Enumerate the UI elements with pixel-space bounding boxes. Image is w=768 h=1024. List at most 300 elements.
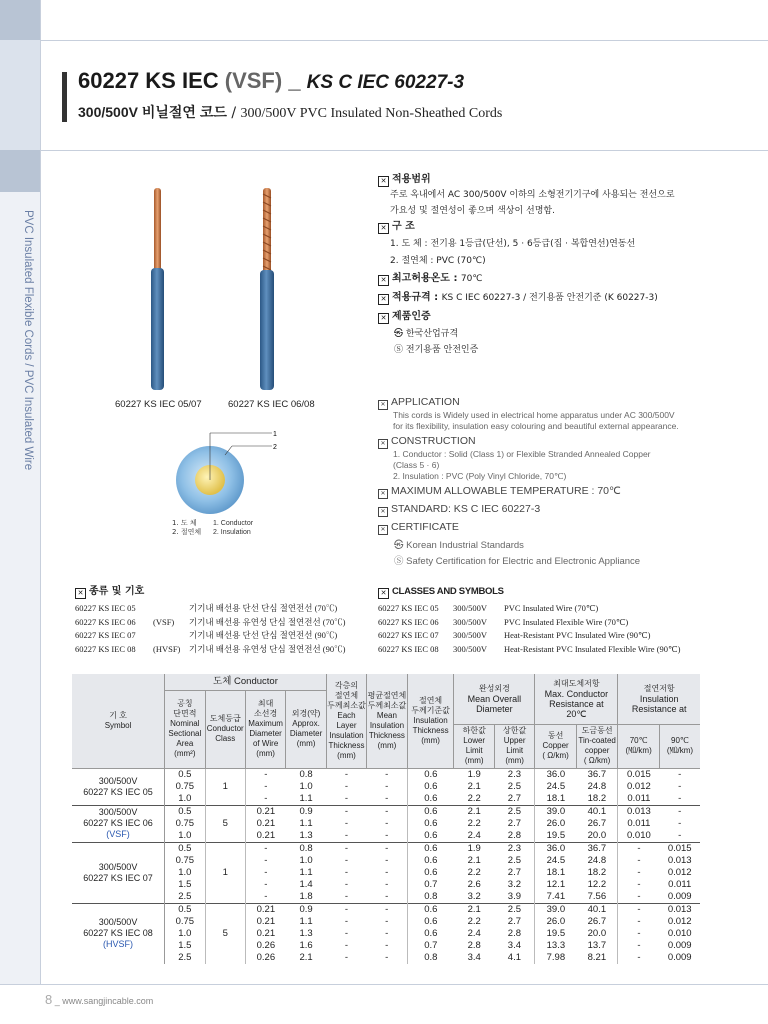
title-accent-bar [62, 72, 67, 122]
table-cell: - [264, 890, 268, 902]
table-cell: 36.0 [535, 842, 577, 855]
table-cell: - [326, 768, 366, 781]
header-70c: 70℃ (㏁/km) [618, 724, 660, 768]
table-cell: 1.8 [299, 890, 313, 902]
construction-heading: CONSTRUCTION [391, 435, 476, 447]
table-cell: 2.4 [467, 829, 481, 841]
list-item: 60227 KS IEC 06 (VSF) 기기내 배선용 유연성 단심 절연전선 (70℃) [75, 616, 346, 627]
table-cell: 36.7 [576, 768, 618, 781]
title-vsf: (VSF) [224, 68, 283, 93]
cable-stranded-image [260, 188, 274, 390]
table-cell: 0.010 [667, 927, 692, 939]
header-each-layer: 각층의 절연체 두께최소값 Each Layer Insulation Thickness (mm) [326, 674, 366, 768]
class-cell [205, 855, 245, 867]
table-cell: 2.4 [467, 927, 481, 939]
header-symbol: 기 호 Symbol [72, 674, 165, 768]
header-insulation-thickness: 절연체 두께기준값 Insulation Thickness (mm) [407, 674, 454, 768]
spec-structure-line2: 2. 절연체 : PVC (70℃) [390, 256, 486, 266]
title-standard: KS C IEC 60227-3 [306, 72, 465, 93]
bullet-icon: ✕ [378, 313, 389, 324]
table-cell: - [678, 792, 682, 804]
table-cell: 0.013 [667, 854, 692, 866]
subtitle-separator: / [226, 105, 241, 121]
table-cell: 2.8 [494, 928, 534, 940]
table-cell: 0.6 [424, 792, 438, 804]
table-cell: 0.6 [424, 854, 438, 866]
table-row [72, 940, 700, 952]
spec-scope-line1: 주로 옥내에서 AC 300/500V 이하의 소형전기기구에 사용되는 전선으로 [390, 190, 675, 200]
table-cell: 19.5 [546, 829, 566, 841]
class-cell: 5 [205, 928, 245, 940]
table-cell: 0.6 [407, 903, 454, 916]
table-cell: 2.8 [467, 939, 481, 951]
table-cell: 8.21 [576, 952, 618, 964]
table-row [72, 818, 700, 830]
table-cell: - [264, 854, 268, 866]
table-row [72, 952, 700, 964]
table-row [72, 842, 700, 855]
header-90c: 90℃ (㏁/km) [659, 724, 700, 768]
spec-korean [378, 174, 758, 356]
table-row [72, 781, 700, 793]
table-cell: - [344, 927, 349, 939]
table-cell: 1.5 [165, 879, 205, 891]
spec-standard-value: KS C IEC 60227-3 / 전기용품 안전기준 (K 60227-3) [441, 293, 658, 303]
legend-en-conductor: 1. Conductor [213, 520, 254, 527]
classes-en-heading-row [378, 586, 504, 599]
table-cell: 40.1 [576, 903, 618, 916]
table-row [72, 805, 700, 818]
table-cell: 0.011 [627, 792, 651, 804]
table-cell: 0.013 [618, 805, 660, 818]
sidebar-band-lower [0, 150, 40, 192]
construction-line1: 1. Conductor : Solid (Class 1) or Flexible Stranded Annealed Copper [393, 449, 651, 459]
table-cell: 1.4 [299, 878, 313, 890]
standard-text: STANDARD: KS C IEC 60227-3 [391, 503, 541, 515]
table-cell: 0.8 [286, 768, 326, 781]
spec-standard-heading: 적용규격 : [392, 292, 442, 303]
table-cell: 2.2 [467, 817, 481, 829]
table-cell: 0.013 [659, 903, 700, 916]
table-cell: 2.5 [494, 781, 534, 793]
table-cell: - [264, 780, 268, 792]
table-cell: - [637, 890, 641, 902]
table-cell: - [618, 903, 660, 916]
table-cell: 2.5 [494, 855, 534, 867]
table-row [72, 916, 700, 928]
table-cell: - [245, 768, 285, 781]
symbol-cell: 300/500V 60227 KS IEC 05 [72, 768, 165, 805]
table-cell: - [344, 866, 349, 878]
header-upper-limit: 상한값 Upper Limit (mm) [494, 724, 534, 768]
header-area: 공칭 단면적 Nominal Sectional Area (mm²) [165, 690, 205, 768]
table-cell: - [659, 768, 700, 781]
table-cell: - [367, 768, 407, 781]
header-tin-copper: 도금동선 Tin-coated copper ( Ω/km) [576, 724, 618, 768]
title-main: 60227 KS IEC [78, 68, 225, 93]
table-cell: 0.012 [627, 780, 651, 792]
table-cell: - [264, 866, 268, 878]
header-approx-diameter: 외경(약) Approx. Diameter (mm) [286, 690, 326, 768]
class-cell: 1 [205, 867, 245, 879]
table-cell: 3.2 [494, 879, 534, 891]
table-cell: - [367, 916, 407, 928]
legend-en-insulation: 2. Insulation [213, 529, 251, 536]
class-cell [205, 940, 245, 952]
table-cell: 1.0 [165, 867, 205, 879]
sidebar-band [0, 40, 40, 150]
bullet-icon: ✕ [378, 489, 388, 499]
table-cell: 0.7 [424, 939, 438, 951]
classes-ko-heading-row [75, 586, 144, 599]
table-cell: 2.1 [454, 903, 494, 916]
table-cell: 18.1 [546, 866, 566, 878]
table-cell: - [367, 781, 407, 793]
certificate-heading: CERTIFICATE [391, 521, 459, 533]
table-cell: - [367, 879, 407, 891]
table-cell: 0.75 [165, 781, 205, 793]
table-cell: 19.5 [546, 927, 566, 939]
table-cell: 1.1 [299, 866, 313, 878]
table-cell: 0.6 [407, 842, 454, 855]
cross-section-legend-ko [172, 519, 201, 537]
spec-cert-safety: 전기용품 안전인증 [405, 345, 479, 355]
table-cell: 2.3 [494, 768, 534, 781]
class-cell [205, 830, 245, 843]
header-copper: 동선 Copper ( Ω/km) [535, 724, 577, 768]
table-cell: 2.8 [494, 830, 534, 843]
table-cell: 0.6 [424, 915, 438, 927]
table-cell: 2.7 [494, 818, 534, 830]
table-cell: 24.5 [546, 780, 566, 792]
divider-top [40, 40, 768, 41]
header-max-resistance: 최대도체저항 Max. Conductor Resistance at 20℃ [535, 674, 618, 724]
spec-scope-heading: 적용범위 [392, 174, 431, 185]
table-cell: - [367, 855, 407, 867]
table-cell: - [618, 842, 660, 855]
safety-mark-icon: Ⓢ [394, 556, 404, 567]
table-cell: - [367, 842, 407, 855]
cross-section-legend-en [213, 519, 253, 537]
table-cell: 18.2 [576, 793, 618, 806]
bullet-icon: ✕ [378, 507, 388, 517]
page-footer [45, 992, 153, 1007]
bullet-icon: ✕ [75, 588, 86, 599]
table-cell: 3.2 [467, 890, 481, 902]
list-item: 60227 KS IEC 05 300/500V PVC Insulated Wire (70℃) [378, 603, 599, 613]
class-cell [205, 879, 245, 891]
table-cell: 0.9 [286, 805, 326, 818]
table-cell: 7.41 [546, 890, 566, 902]
table-cell: - [326, 842, 366, 855]
class-cell [205, 793, 245, 806]
class-cell [205, 842, 245, 855]
table-cell: - [678, 780, 682, 792]
table-cell: 3.4 [494, 940, 534, 952]
list-item: 60227 KS IEC 08 300/500V Heat-Resistant PVC Insulated Flexible Wire (90℃) [378, 643, 681, 654]
table-cell: 36.0 [535, 768, 577, 781]
table-cell: 0.5 [165, 903, 205, 916]
sidebar-top-block [0, 0, 40, 40]
table-cell: 2.7 [494, 916, 534, 928]
table-cell: 2.5 [165, 952, 205, 964]
table-cell: 24.8 [576, 781, 618, 793]
table-cell: 1.5 [165, 940, 205, 952]
table-cell: 2.1 [467, 854, 481, 866]
table-cell: 2.6 [467, 878, 481, 890]
table-cell: 0.5 [165, 842, 205, 855]
table-cell: 0.6 [424, 817, 438, 829]
app-line1: This cords is Widely used in electrical home apparatus under AC 300/500V [393, 410, 675, 420]
callout-number-1: 1 [273, 431, 277, 438]
bullet-icon: ✕ [378, 223, 389, 234]
classes-ko-list [75, 602, 345, 656]
table-cell: 0.6 [407, 805, 454, 818]
spec-temp-heading: 최고허용온도 : [392, 273, 461, 284]
construction-line2: (Class 5 · 6) [393, 460, 440, 470]
subtitle-korean: 300/500V 비닐절연 코드 [78, 104, 227, 120]
table-cell: 2.3 [494, 842, 534, 855]
table-cell: 20.0 [576, 928, 618, 940]
table-cell: - [367, 793, 407, 806]
table-cell: 3.9 [494, 891, 534, 904]
max-temp-text: MAXIMUM ALLOWABLE TEMPERATURE : 70℃ [391, 485, 621, 497]
cable1-label: 60227 KS IEC 05/07 [115, 399, 202, 410]
table-cell: 2.7 [494, 793, 534, 806]
table-cell: 0.6 [424, 866, 438, 878]
table-cell: 0.012 [667, 915, 692, 927]
table-cell: - [367, 818, 407, 830]
classes-ko-heading: 종류 및 기호 [89, 586, 145, 597]
list-item: 60227 KS IEC 06 300/500V PVC Insulated Flexible Wire (70℃) [378, 616, 629, 627]
table-cell: 0.5 [165, 768, 205, 781]
table-cell: 1.6 [299, 939, 313, 951]
table-cell: 1.3 [299, 829, 313, 841]
table-cell: - [367, 805, 407, 818]
table-cell: 0.012 [667, 866, 692, 878]
table-cell: 1.9 [454, 768, 494, 781]
table-cell: 2.5 [494, 903, 534, 916]
app-line2: for its flexibility, insulation easy colouring and beautiful external appearance. [393, 421, 679, 431]
class-cell [205, 891, 245, 904]
class-cell [205, 805, 245, 818]
class-cell: 5 [205, 818, 245, 830]
table-cell: - [344, 890, 349, 902]
app-heading: APPLICATION [391, 396, 460, 408]
spec-structure-heading: 구 조 [392, 221, 415, 232]
table-cell: 1.0 [165, 830, 205, 843]
table-cell: 0.009 [667, 890, 692, 902]
table-cell: - [367, 952, 407, 964]
table-cell: - [344, 939, 349, 951]
table-cell: 0.8 [286, 842, 326, 855]
divider-middle [40, 150, 768, 151]
table-cell: - [637, 854, 641, 866]
table-cell: 7.98 [546, 951, 566, 963]
bullet-icon: ✕ [378, 275, 389, 286]
table-cell: 2.1 [454, 805, 494, 818]
table-row [72, 928, 700, 940]
construction-line3: 2. Insulation : PVC (Poly Vinyl Chloride, 70℃) [393, 471, 567, 481]
bullet-icon: ✕ [378, 176, 389, 187]
table-header [72, 674, 700, 768]
table-cell: 2.2 [467, 792, 481, 804]
table-cell: 0.6 [424, 780, 438, 792]
cross-section-diagram [170, 420, 290, 520]
cert-korean-industrial: Korean Industrial Standards [406, 540, 524, 551]
table-row [72, 855, 700, 867]
table-cell: 39.0 [535, 903, 577, 916]
table-cell: 20.0 [576, 830, 618, 843]
table-cell: - [367, 891, 407, 904]
table-cell: 0.75 [165, 855, 205, 867]
spec-cert-ks: 한국산업규격 [405, 329, 459, 339]
symbol-cell: 300/500V 60227 KS IEC 07 [72, 842, 165, 903]
table-row [72, 891, 700, 904]
table-cell: 0.21 [245, 805, 285, 818]
class-cell [205, 768, 245, 781]
header-mean-overall: 완성외경 Mean Overall Diameter [454, 674, 535, 724]
table-cell: 24.5 [546, 854, 566, 866]
table-row [72, 903, 700, 916]
table-cell: 13.7 [576, 940, 618, 952]
table-cell: 0.6 [424, 927, 438, 939]
table-cell: 1.0 [299, 780, 313, 792]
page-subtitle [78, 102, 502, 122]
page-title [78, 68, 464, 94]
class-cell: 1 [205, 781, 245, 793]
table-cell: - [678, 829, 682, 841]
subtitle-english: 300/500V PVC Insulated Non-Sheathed Cords [240, 106, 503, 121]
spec-table [72, 674, 700, 964]
table-cell: 12.2 [576, 879, 618, 891]
bullet-icon: ✕ [378, 525, 388, 535]
table-cell: - [344, 792, 349, 804]
table-cell: - [367, 830, 407, 843]
class-cell [205, 916, 245, 928]
spec-scope-line2: 가요성 및 절연성이 좋으며 색상이 선명함. [390, 206, 555, 216]
table-cell: 0.26 [256, 951, 276, 963]
cable-photos [130, 180, 310, 395]
table-cell: 0.21 [245, 903, 285, 916]
table-cell: 0.21 [256, 829, 276, 841]
table-cell: 0.010 [627, 829, 651, 841]
table-cell: - [637, 927, 641, 939]
symbol-cell: 300/500V 60227 KS IEC 06 (VSF) [72, 805, 165, 842]
table-cell: 39.0 [535, 805, 577, 818]
table-cell: - [344, 854, 349, 866]
table-cell: 0.6 [424, 829, 438, 841]
table-cell: - [637, 939, 641, 951]
spec-cert-heading: 제품인증 [392, 311, 431, 322]
header-mean-thickness: 평균절연체 두께최소값 Mean Insulation Thickness (mm) [367, 674, 407, 768]
table-cell: 2.5 [494, 805, 534, 818]
legend-ko-insulation: 2. 절연체 [172, 528, 202, 536]
table-cell: 0.7 [424, 878, 438, 890]
table-cell: 2.2 [467, 915, 481, 927]
table-cell: 1.0 [299, 854, 313, 866]
table-row [72, 867, 700, 879]
table-cell: - [264, 878, 268, 890]
table-cell: - [344, 817, 349, 829]
list-item: 60227 KS IEC 07 300/500V Heat-Resistant PVC Insulated Wire (90℃) [378, 630, 651, 640]
header-lower-limit: 하한값 Lower Limit (mm) [454, 724, 494, 768]
header-max-wire: 최대 소선경 Maximum Diameter of Wire (mm) [245, 690, 285, 768]
table-cell: 1.1 [299, 915, 313, 927]
table-cell: 1.9 [454, 842, 494, 855]
divider-bottom [0, 984, 768, 985]
table-cell: 0.8 [424, 951, 438, 963]
table-cell: 0.009 [667, 939, 692, 951]
table-cell: 0.015 [659, 842, 700, 855]
table-cell: 0.75 [165, 818, 205, 830]
table-cell: 0.5 [165, 805, 205, 818]
table-cell: - [264, 792, 268, 804]
table-cell: 0.011 [668, 878, 692, 890]
table-cell: - [659, 805, 700, 818]
table-cell: 2.1 [299, 951, 313, 963]
bullet-icon: ✕ [378, 439, 388, 449]
page-number: 8 [45, 992, 53, 1007]
table-cell: 2.2 [467, 866, 481, 878]
table-cell: 0.21 [256, 817, 276, 829]
table-cell: 1.0 [165, 928, 205, 940]
table-cell: 2.7 [494, 867, 534, 879]
table-cell: - [678, 817, 682, 829]
cert-safety: Safety Certification for Electric and Electronic Appliance [406, 556, 641, 567]
table-cell: - [344, 915, 349, 927]
table-cell: - [245, 842, 285, 855]
table-cell: 3.4 [467, 951, 481, 963]
table-cell: 7.56 [576, 891, 618, 904]
table-cell: 0.6 [407, 768, 454, 781]
footer-url: www.sangjincable.com [62, 996, 154, 1006]
header-insulation-resistance: 절연저항 Insulation Resistance at [618, 674, 700, 724]
cable-solid-image [151, 188, 164, 390]
classes-en-list [378, 602, 680, 656]
table-cell: 0.015 [618, 768, 660, 781]
table-cell: - [344, 829, 349, 841]
table-cell: 0.9 [286, 903, 326, 916]
list-item: 60227 KS IEC 08 (HVSF) 기기내 배선용 유연성 단심 절연전선 (90℃) [75, 643, 346, 654]
table-cell: 1.0 [165, 793, 205, 806]
table-cell: 13.3 [546, 939, 566, 951]
table-cell: - [367, 903, 407, 916]
table-cell: - [367, 928, 407, 940]
table-cell: - [344, 951, 349, 963]
table-cell: 26.7 [576, 916, 618, 928]
table-cell: 24.8 [576, 855, 618, 867]
spec-english [378, 396, 758, 567]
spec-temp-value: 70℃ [460, 274, 483, 284]
legend-ko-conductor: 1. 도 체 [172, 519, 197, 527]
list-item: 60227 KS IEC 05 기기내 배선용 단선 단심 절연전선 (70℃) [75, 603, 338, 613]
table-cell: 1.3 [299, 927, 313, 939]
table-cell: 36.7 [576, 842, 618, 855]
footer-separator: _ [52, 996, 63, 1006]
table-cell: 0.009 [667, 951, 692, 963]
table-cell: 0.8 [424, 890, 438, 902]
spec-structure-line1: 1. 도 체 : 전기용 1등급(단선), 5 · 6등급(집 · 복합연선)연동선 [390, 239, 636, 249]
classes-en-heading: CLASSES AND SYMBOLS [392, 586, 504, 597]
table-cell: 2.5 [165, 891, 205, 904]
divider-vertical [40, 0, 41, 984]
table-cell: 26.7 [576, 818, 618, 830]
table-body [72, 768, 700, 964]
table-cell: - [637, 866, 641, 878]
cable2-label: 60227 KS IEC 06/08 [228, 399, 315, 410]
bullet-icon: ✕ [378, 294, 389, 305]
